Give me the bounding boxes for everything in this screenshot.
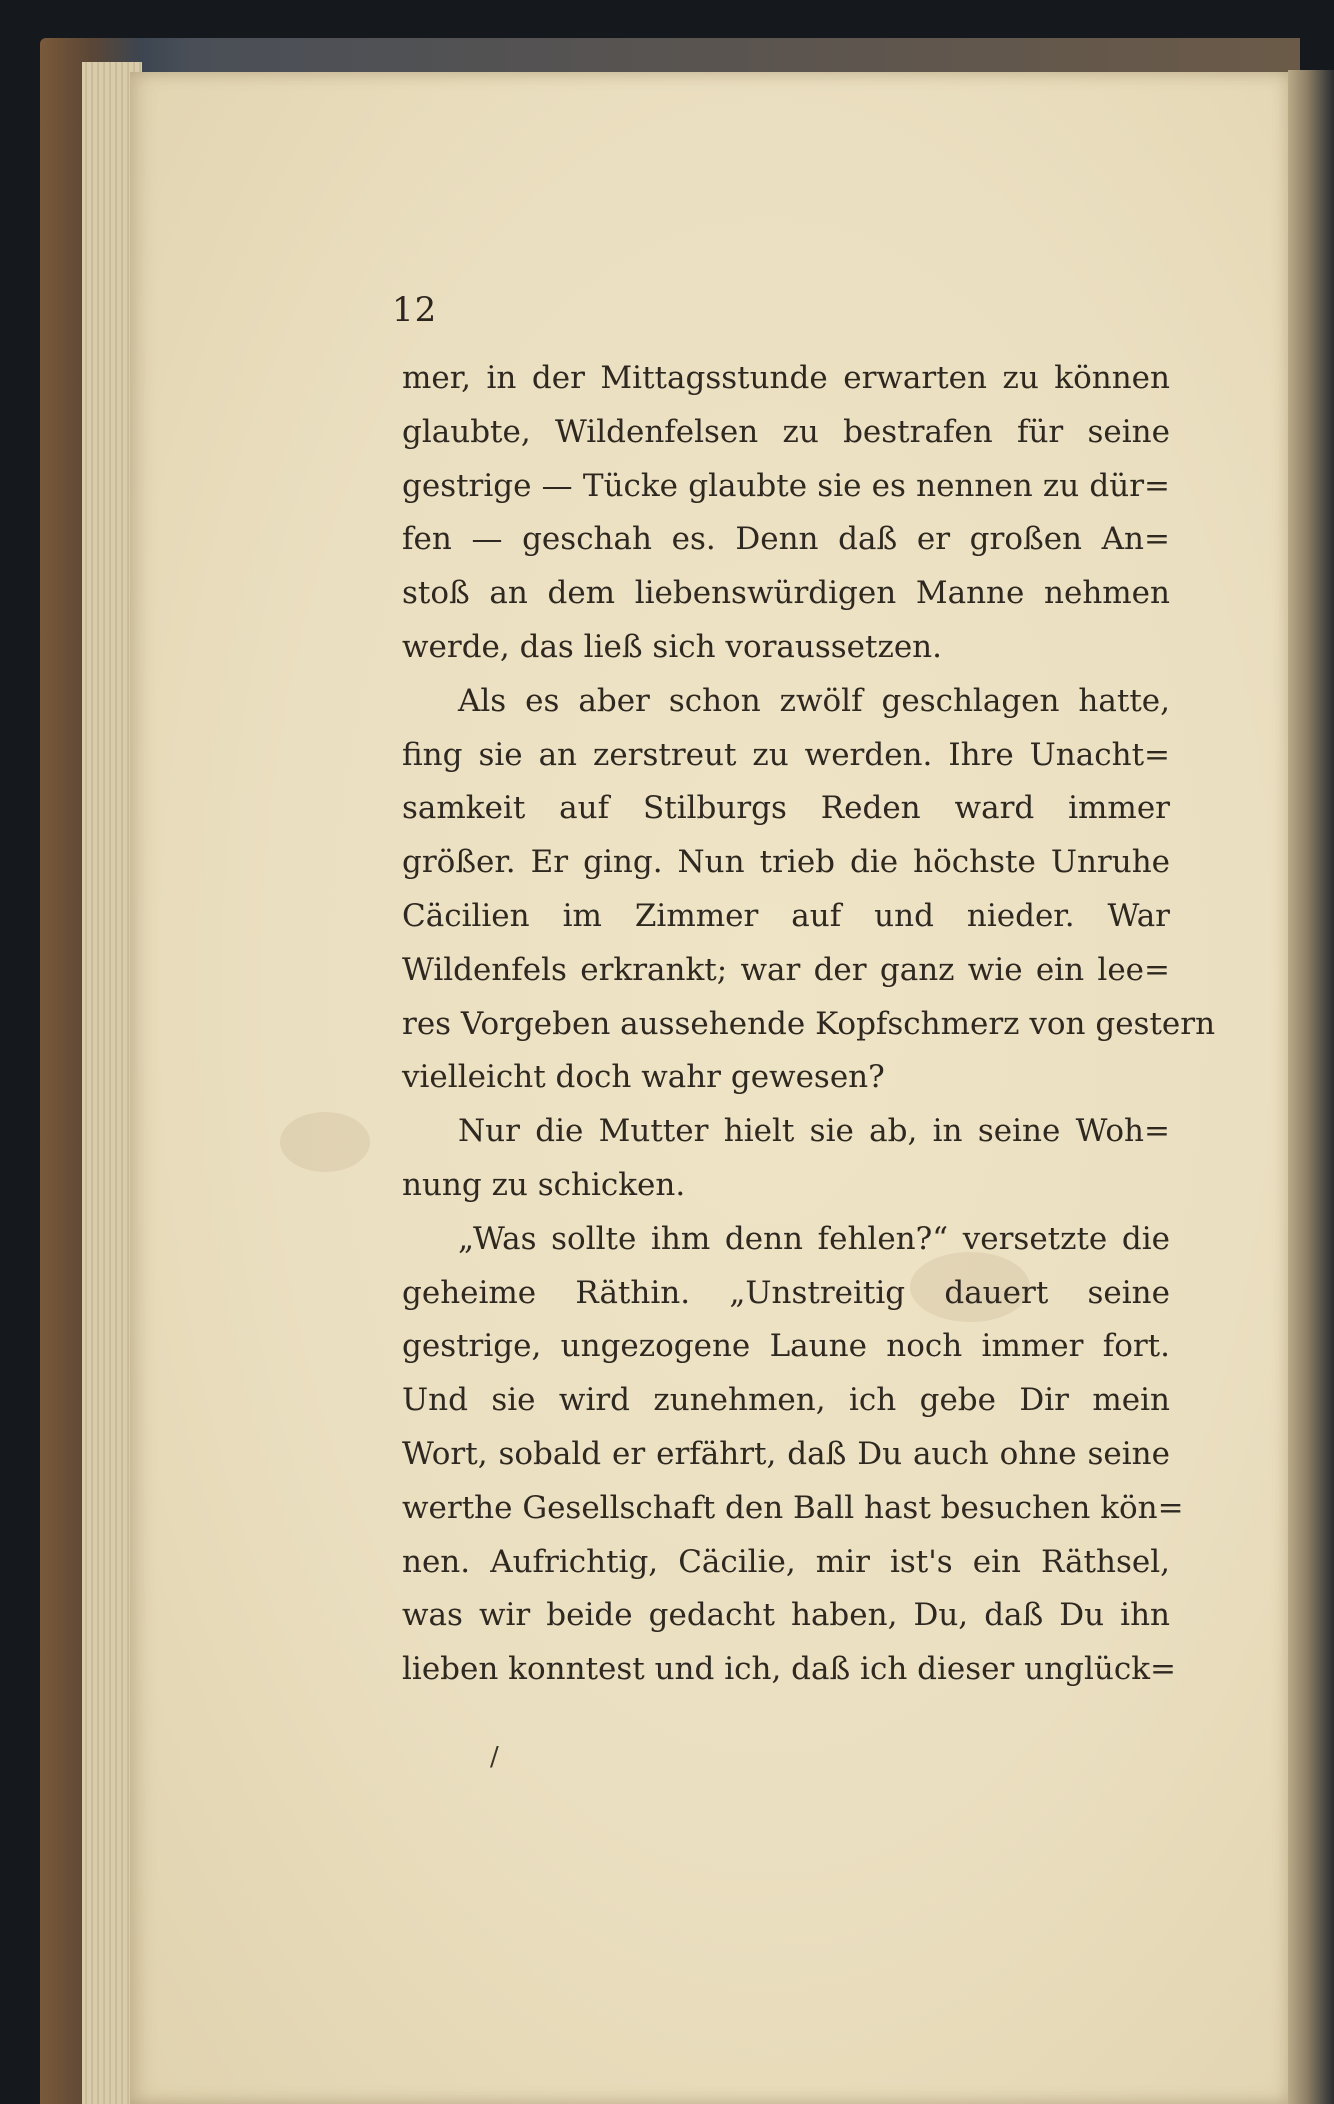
text-line: werde, das ließ sich voraussetzen. (402, 628, 942, 665)
text-line: nung zu schicken. (402, 1166, 686, 1203)
text-line: Wort, sobald er erfährt, daß Du auch ohne seine (402, 1435, 1170, 1472)
text-line: nen. Aufrichtig, Cäcilie, mir ist's ein Räthsel, (402, 1543, 1170, 1580)
text-line: Als es aber schon zwölf geschlagen hatte, (458, 682, 1170, 719)
text-line: glaubte, Wildenfelsen zu bestrafen für seine (402, 413, 1170, 450)
text-line: lieben konntest und ich, daß ich dieser unglück= (402, 1651, 1176, 1688)
body-text (402, 352, 1216, 1697)
text-line: „Was sollte ihm denn fehlen?“ versetzte die (458, 1220, 1170, 1257)
paper-stain (280, 1112, 370, 1172)
text-line: was wir beide gedacht haben, Du, daß Du ihn (402, 1597, 1170, 1634)
text-line: größer. Er ging. Nun trieb die höchste Unruhe (402, 844, 1170, 881)
text-line: stoß an dem liebenswürdigen Manne nehmen (402, 575, 1170, 612)
text-line: fen — geschah es. Denn daß er großen An= (402, 521, 1170, 558)
text-line: fing sie an zerstreut zu werden. Ihre Unacht= (402, 736, 1170, 773)
text-line: mer, in der Mittagsstunde erwarten zu können (402, 360, 1170, 396)
text-line: gestrige, ungezogene Laune noch immer fort. (402, 1328, 1170, 1365)
text-line: gestrige — Tücke glaubte sie es nennen zu dür= (402, 467, 1170, 504)
stray-mark: / (490, 1742, 499, 1772)
page-edge-right (1288, 70, 1334, 2104)
text-line: werthe Gesellschaft den Ball hast besuchen kön= (402, 1489, 1184, 1526)
page-number: 12 (392, 290, 438, 330)
text-line: vielleicht doch wahr gewesen? (402, 1059, 885, 1096)
text-line: geheime Räthin. „Unstreitig dauert seine (402, 1274, 1170, 1311)
text-line: samkeit auf Stilburgs Reden ward immer (402, 790, 1170, 827)
text-line: Nur die Mutter hielt sie ab, in seine Woh= (458, 1113, 1170, 1150)
text-line: Wildenfels erkrankt; war der ganz wie ein lee= (402, 951, 1170, 988)
text-line: res Vorgeben aussehende Kopfschmerz von gestern (402, 1005, 1216, 1042)
text-line: Und sie wird zunehmen, ich gebe Dir mein (402, 1382, 1170, 1419)
text-line: Cäcilien im Zimmer auf und nieder. War (402, 897, 1170, 934)
